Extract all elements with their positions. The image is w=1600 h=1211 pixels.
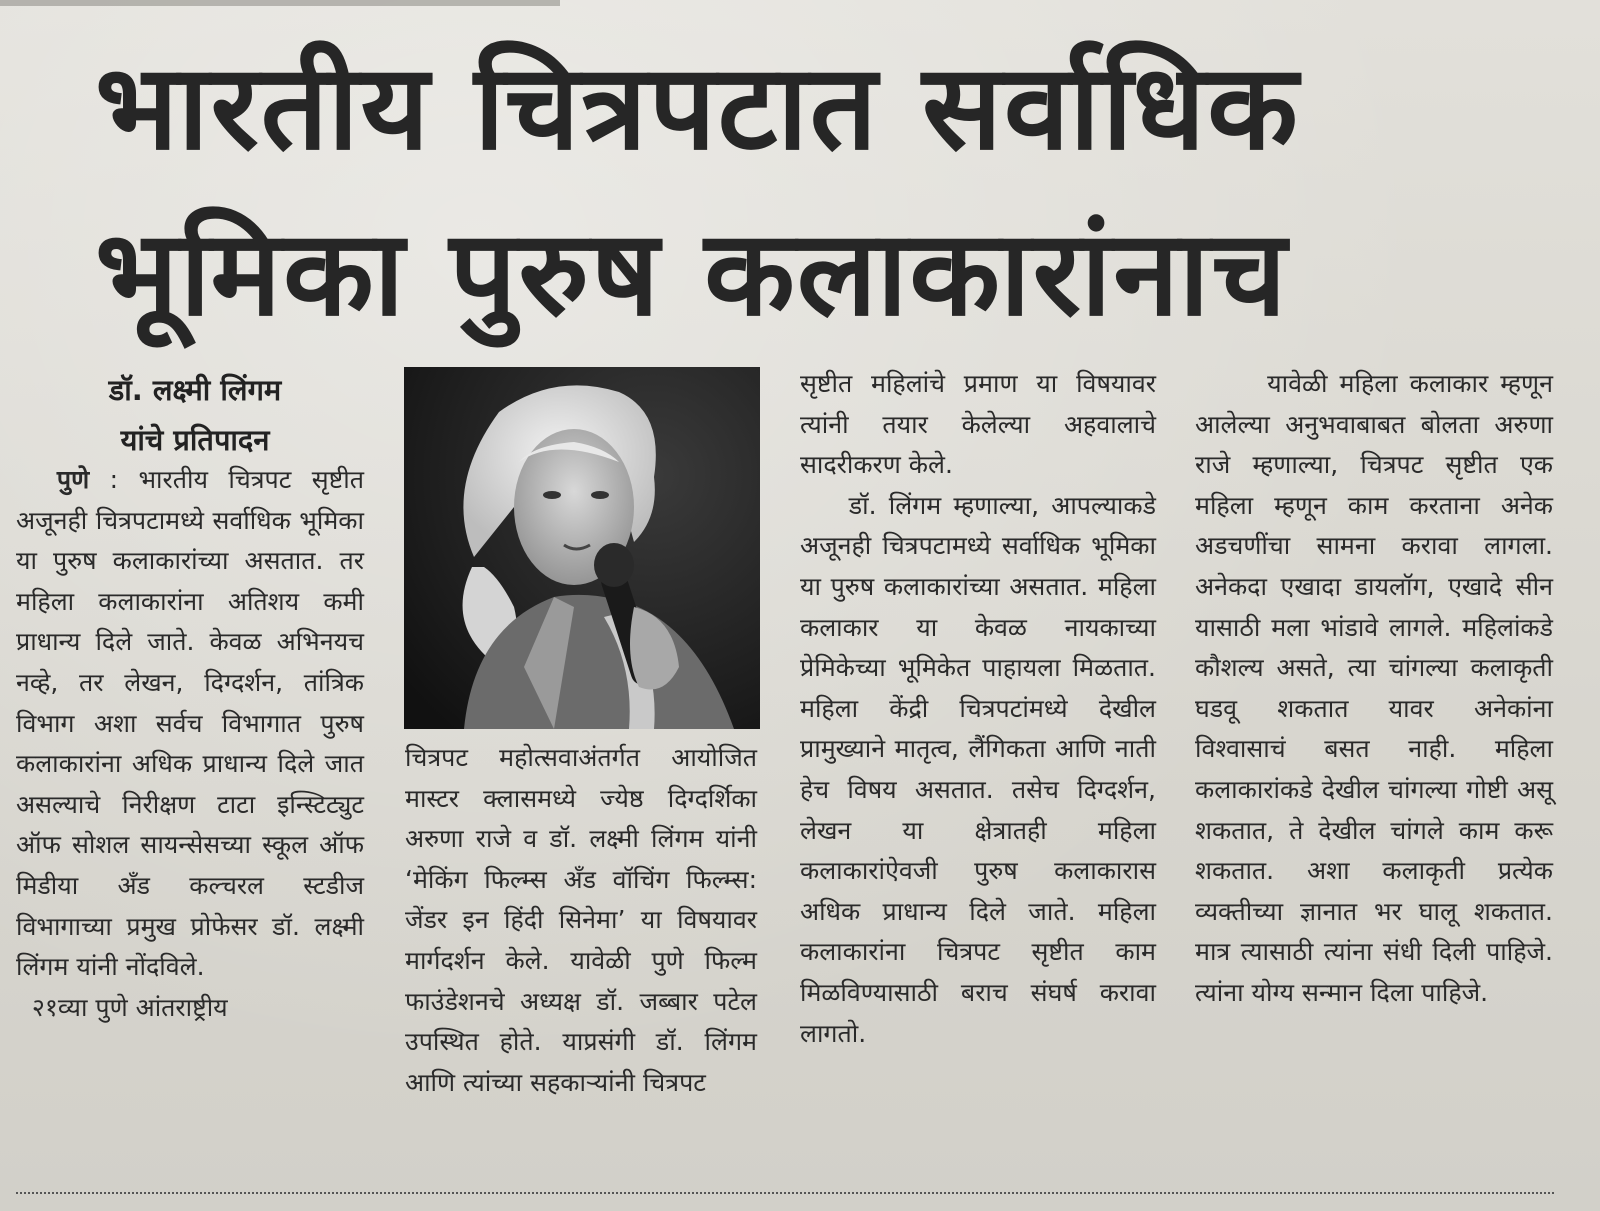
- column-4-body: यावेळी महिला कलाकार म्हणून आलेल्या अनुभवाबाबत बोलता अरुणा राजे म्हणाल्या, चित्रपट सृष्टीत एक महिला म्हणून काम करताना अनेक अडचणींचा सामना करावा लागला. अनेकदा एखादा डायलॉग, एखादे सीन यासाठी मला भांडावे लागले. महिलांकडे कौशल्य असते, त्या चांगल्या कलाकृती घडवू शकतात यावर अनेकांना विश्वासाचं बसत नाही. महिला कलाकारांकडे देखील चांगल्या गोष्टी असू शकतात, ते देखील चांगले काम करू शकतात. अशा कलाकृती प्रत्येक व्यक्तीच्या ज्ञानात भर घालू शकतात. मात्र त्यासाठी त्यांना संधी दिली पाहिजे. त्यांना योग्य सन्मान दिला पाहिजे.: [1195, 369, 1553, 1007]
- top-rule: [0, 0, 560, 6]
- column-2-text: चित्रपट महोत्सवाअंतर्गत आयोजित मास्टर क्लासमध्ये ज्येष्ठ दिग्दर्शिका अरुणा राजे व डॉ. लक्ष्मी लिंगम यांनी ‘मेकिंग फिल्म्स अँड वॉचिंग फिल्म्स: जेंडर इन हिंदी सिनेमा’ या विषयावर मार्गदर्शन केले. यावेळी पुणे फिल्म फाउंडेशनचे अध्यक्ष डॉ. जब्बार पटेल उपस्थित होते. याप्रसंगी डॉ. लिंगम आणि त्यांच्या सहकाऱ्यांनी चित्रपट: [405, 743, 757, 1097]
- article-column-2: [405, 738, 757, 1103]
- bottom-dotted-rule: [16, 1192, 1554, 1194]
- column-3-paragraph-2: [800, 486, 1156, 1054]
- column-4-text: [1195, 364, 1553, 1014]
- byline-name: डॉ. लक्ष्मी लिंगम: [108, 373, 282, 407]
- byline-subtitle: यांचे प्रतिपादन: [120, 423, 270, 457]
- dateline: पुणे: [56, 465, 90, 494]
- column-1-text: : भारतीय चित्रपट सृष्टीत अजूनही चित्रपटामध्ये सर्वाधिक भूमिका या पुरुष कलाकारांच्या असतात. तर महिला कलाकारांना अतिशय कमी प्राधान्य दिले जाते. केवळ अभिनयच नव्हे, तर लेखन, दिग्दर्शन, तांत्रिक विभाग अशा सर्वच विभागात पुरुष कलाकारांना अधिक प्राधान्य दिले जात असल्याचे निरीक्षण टाटा इन्स्टिट्युट ऑफ सोशल सायन्सेसच्या स्कूल ऑफ मिडीया अँड कल्चरल स्टडीज विभागाच्या प्रमुख प्रोफेसर डॉ. लक्ष्मी लिंगम यांनी नोंदविले.: [16, 465, 364, 982]
- column-1-paragraph-1: [16, 460, 364, 988]
- article-column-3: [800, 364, 1156, 1054]
- speaker-photo-icon: [404, 367, 760, 729]
- headline-line-1: भारतीय चित्रपटात सर्वाधिक: [95, 38, 1300, 176]
- column-1-paragraph-2: [16, 988, 364, 1029]
- column-1-para2-text: २१व्या पुणे आंतराष्ट्रीय: [31, 992, 228, 1022]
- column-3-paragraph-1: सृष्टीत महिलांचे प्रमाण या विषयावर त्यांनी तयार केलेल्या अहवालाचे सादरीकरण केले.: [800, 369, 1156, 480]
- article-column-1: [16, 460, 364, 1028]
- column-3-para2-text: डॉ. लिंगम म्हणाल्या, आपल्याकडे अजूनही चित्रपटामध्ये सर्वाधिक भूमिका या पुरुष कलाकारांच्या असतात. महिला कलाकार या केवळ नायकाच्या प्रेमिकेच्या भूमिकेत पाहायला मिळतात. महिला केंद्री चित्रपटांमध्ये देखील प्रामुख्याने मातृत्व, लैंगिकता आणि नाती हेच विषय असतात. तसेच दिग्दर्शन, लेखन या क्षेत्रातही महिला कलाकारांऐवजी पुरुष कलाकारास अधिक प्राधान्य दिले जाते. महिला कलाकारांना चित्रपट सृष्टीत काम मिळविण्यासाठी बराच संघर्ष करावा लागतो.: [800, 490, 1156, 1048]
- headline-line-2: भूमिका पुरुष कलाकारांनाच: [95, 204, 1289, 342]
- speaker-photo: [404, 367, 760, 729]
- article-column-4: [1195, 364, 1553, 1014]
